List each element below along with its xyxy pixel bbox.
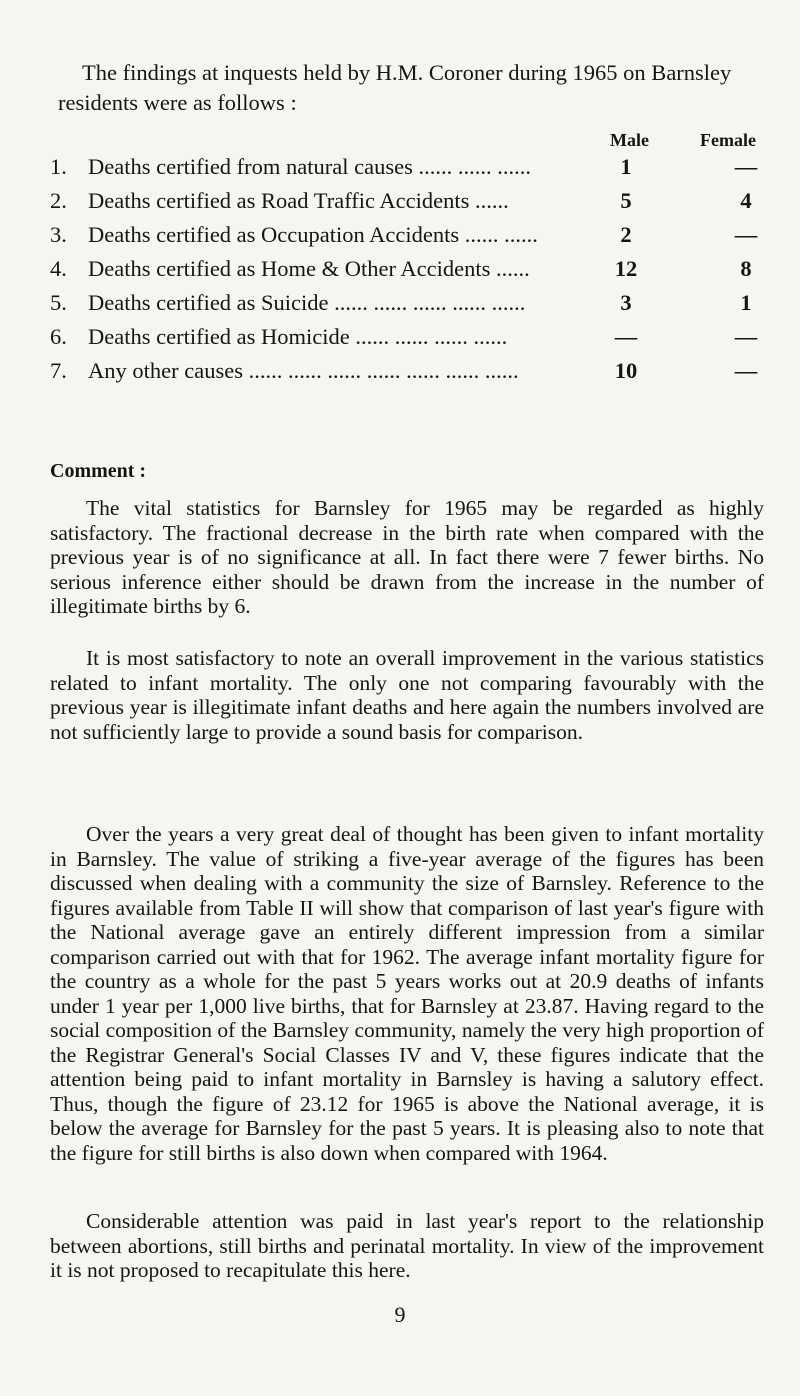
page-number: 9 (394, 1302, 406, 1327)
table-row (48, 184, 788, 218)
table-row (48, 354, 788, 388)
row-label: Deaths certified as Suicide ...... ...... ...... ...... ...... (88, 290, 526, 315)
row-label: Deaths certified from natural causes ...... ...... ...... (88, 154, 531, 179)
female-count: 4 (740, 188, 752, 213)
male-count: — (614, 324, 638, 349)
female-count: — (734, 358, 758, 383)
male-count: 1 (620, 154, 632, 179)
row-label: Deaths certified as Road Traffic Accidents ...... (88, 188, 509, 213)
male-column-header: Male (610, 130, 649, 150)
row-number: 5. (50, 290, 67, 315)
female-count: — (734, 324, 758, 349)
male-count: 3 (620, 290, 632, 315)
row-number: 7. (50, 358, 67, 383)
row-label: Deaths certified as Home & Other Accidents ...... (88, 256, 530, 281)
comment-paragraph-infant-mortality: It is most satisfactory to note an overall improvement in the various statistics related to infant mortality. The only one not comparing favourably with the previous year is illegitimate infant deaths and here again the numbers involved are not sufficiently large to provide a sound basis for comparison. (50, 646, 764, 744)
table-row (48, 252, 788, 286)
male-count: 5 (620, 188, 632, 213)
row-label: Deaths certified as Occupation Accidents ...... ...... (88, 222, 538, 247)
table-row (48, 286, 788, 320)
comment-paragraph-vital-statistics: The vital statistics for Barnsley for 1965 may be regarded as highly satisfactory. The fractional decrease in the birth rate when compared with the previous year is of no significance at all. In fact there were 7 fewer births. No serious inference either should be drawn from the increase in the number of illegitimate births by 6. (50, 496, 764, 618)
row-number: 4. (50, 256, 67, 281)
female-count: — (734, 222, 758, 247)
table-row (48, 218, 788, 252)
female-count: — (734, 154, 758, 179)
female-count: 8 (740, 256, 752, 281)
comment-paragraph-five-year-average: Over the years a very great deal of thought has been given to infant mortality in Barnsley. The value of striking a five-year average of the figures has been discussed when dealing with a community the size of Barnsley. Reference to the figures available from Table II will show that comparison of last year's figure with the National average gave an entirely different impression from a similar comparison carried out with that for 1962. The average infant mortality figure for the country as a whole for the past 5 years works out at 20.9 deaths of infants under 1 year per 1,000 live births, that for Barnsley at 23.87. Having regard to the social composition of the Barnsley community, namely the very high proportion of the Registrar General's Social Classes IV and V, these figures indicate that the attention being paid to infant mortality in Barnsley is having a salutory effect. Thus, though the figure of 23.12 for 1965 is above the National average, it is below the average for Barnsley for the past 5 years. It is pleasing also to note that the figure for still births is also down when compared with 1964. (50, 822, 764, 1165)
row-label: Any other causes ...... ...... ...... ...... ...... ...... ...... (88, 358, 519, 383)
table-row (48, 320, 788, 354)
row-number: 2. (50, 188, 67, 213)
male-count: 12 (614, 256, 638, 281)
row-number: 3. (50, 222, 67, 247)
row-number: 1. (50, 154, 67, 179)
male-count: 10 (614, 358, 638, 383)
intro-text: The findings at inquests held by H.M. Coroner during 1965 on Barnsley residents were as follows : (58, 60, 732, 115)
table-row (48, 150, 788, 184)
row-label: Deaths certified as Homicide ...... ...... ...... ...... (88, 324, 508, 349)
male-count: 2 (620, 222, 632, 247)
comment-heading: Comment : (50, 460, 147, 482)
female-column-header: Female (700, 130, 756, 150)
female-count: 1 (740, 290, 752, 315)
inquest-findings-table (48, 150, 788, 388)
comment-paragraph-perinatal: Considerable attention was paid in last year's report to the relationship between abortions, still births and perinatal mortality. In view of the improvement it is not proposed to recapitulate this here. (50, 1209, 764, 1282)
row-number: 6. (50, 324, 67, 349)
